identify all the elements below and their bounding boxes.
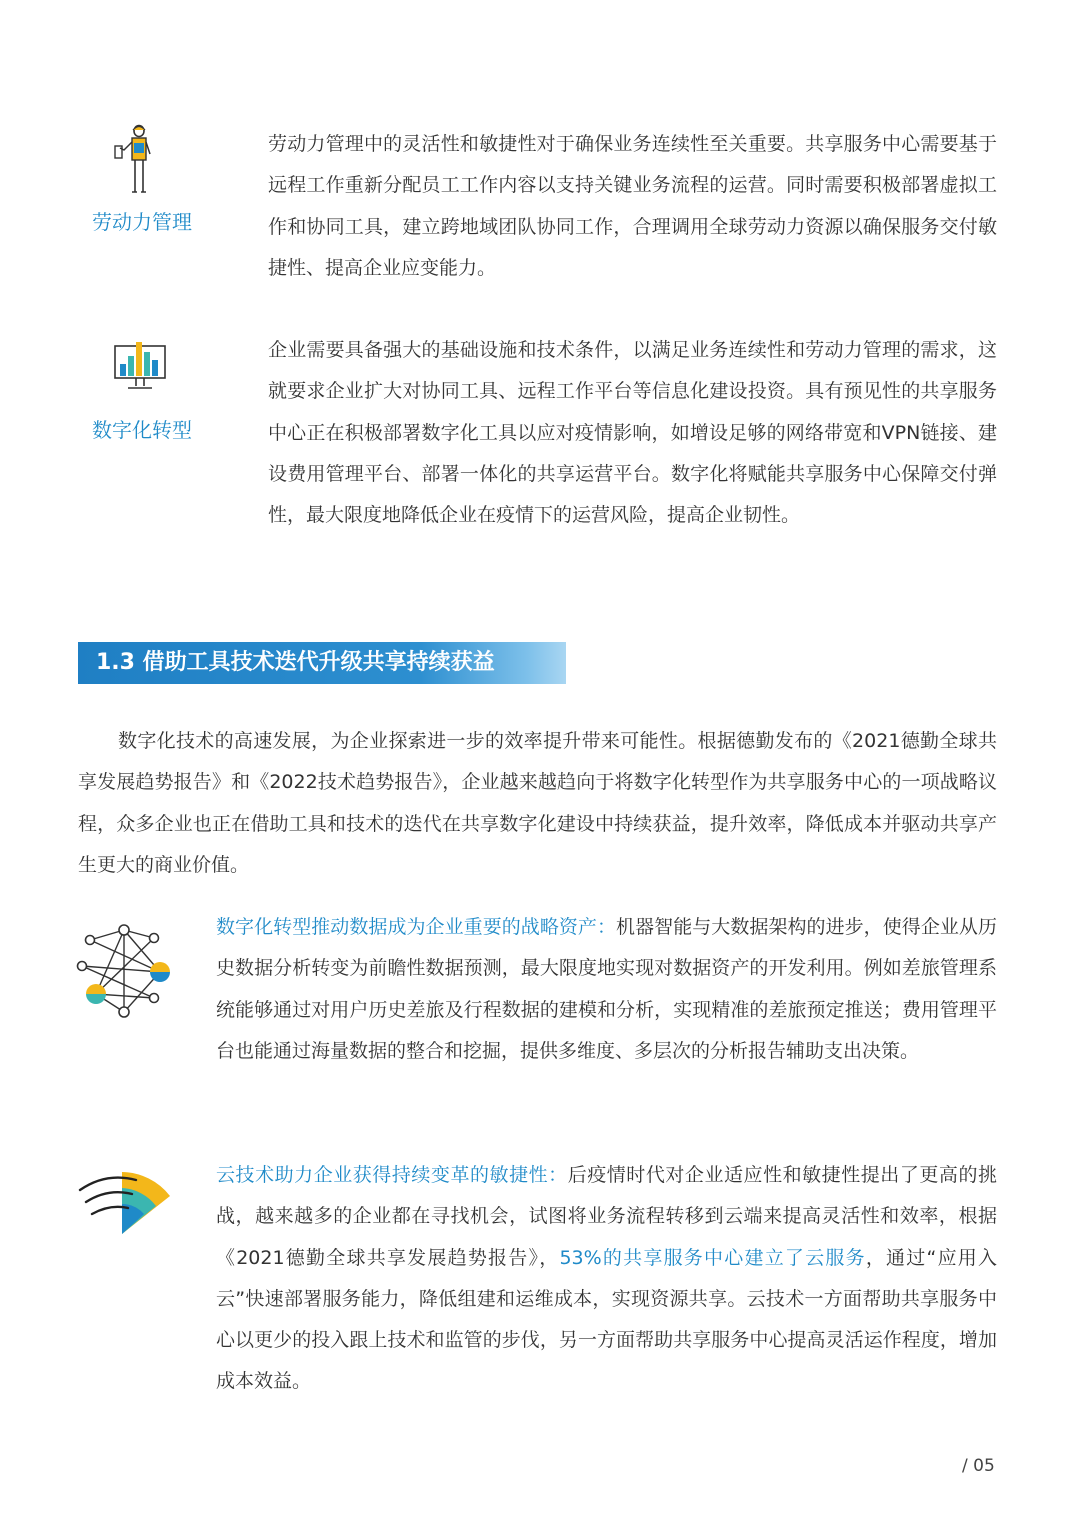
intro-paragraph: 数字化技术的高速发展，为企业探索进一步的效率提升带来可能性。根据德勤发布的《2021德勤全球共享发展趋势报告》和《2022技术趋势报告》，企业越来越趋向于将数字化转型作为共享服务中心的一项战略议程，众多企业也正在借助工具和技术的迭代在共享数字化建设中持续获益，提升效率，降低成本并驱动共享产生更大的商业价值。 <box>78 730 997 876</box>
worker-icon <box>112 124 156 196</box>
data-point-title: 数字化转型推动数据成为企业重要的战略资产： <box>216 916 617 938</box>
cloud-point-text-b: ，通过“应用入云”快速部署服务能力，降低组建和运维成本，实现资源共享。云技术一方面帮助共享服务中心以更少的投入跟上技术和监管的步伐，另一方面帮助共享服务中心提高灵活运作程度，增加成本效益。 <box>216 1246 998 1393</box>
cloud-point-title: 云技术助力企业获得持续变革的敏捷性： <box>216 1164 568 1186</box>
data-paragraph <box>216 907 997 1072</box>
data-point-text: 机器智能与大数据架构的进步，使得企业从历史数据分析转变为前瞻性数据预测，最大限度地实现对数据资产的开发利用。例如差旅管理系统能够通过对用户历史差旅及行程数据的建模和分析，实现精准的差旅预定推送；费用管理平台也能通过海量数据的整合和挖掘，提供多维度、多层次的分析报告辅助支出决策。 <box>216 916 997 1062</box>
cloud-wave-icon <box>74 1168 174 1240</box>
labor-paragraph: 劳动力管理中的灵活性和敏捷性对于确保业务连续性至关重要。共享服务中心需要基于远程工作重新分配员工工作内容以支持关键业务流程的运营。同时需要积极部署虚拟工作和协同工具，建立跨地域团队协同工作，合理调用全球劳动力资源以确保服务交付敏捷性、提高企业应变能力。 <box>268 133 997 279</box>
network-icon <box>74 920 182 1020</box>
page-number: / 05 <box>962 1456 995 1476</box>
monitor-chart-icon <box>112 338 168 394</box>
cloud-paragraph <box>216 1155 997 1403</box>
cloud-highlight: 53%的共享服务中心建立了云服务 <box>559 1246 866 1269</box>
cloud-point-text-a: 后疫情时代对企业适应性和敏捷性提出了更高的挑战，越来越多的企业都在寻找机会，试图将业务流程转移到云端来提高灵活性和效率，根据《2021德勤全球共享发展趋势报告》， <box>216 1164 997 1269</box>
section-heading-banner <box>78 642 566 684</box>
labor-label: 劳动力管理 <box>92 210 192 234</box>
digital-paragraph: 企业需要具备强大的基础设施和技术条件，以满足业务连续性和劳动力管理的需求，这就要求企业扩大对协同工具、远程工作平台等信息化建设投资。具有预见性的共享服务中心正在积极部署数字化工具以应对疫情影响，如增设足够的网络带宽和VPN链接、建设费用管理平台、部署一体化的共享运营平台。数字化将赋能共享服务中心保障交付弹性，最大限度地降低企业在疫情下的运营风险，提高企业韧性。 <box>268 339 997 527</box>
digital-label: 数字化转型 <box>92 418 192 442</box>
section-heading: 1.3 借助工具技术迭代升级共享持续获益 <box>96 650 495 675</box>
